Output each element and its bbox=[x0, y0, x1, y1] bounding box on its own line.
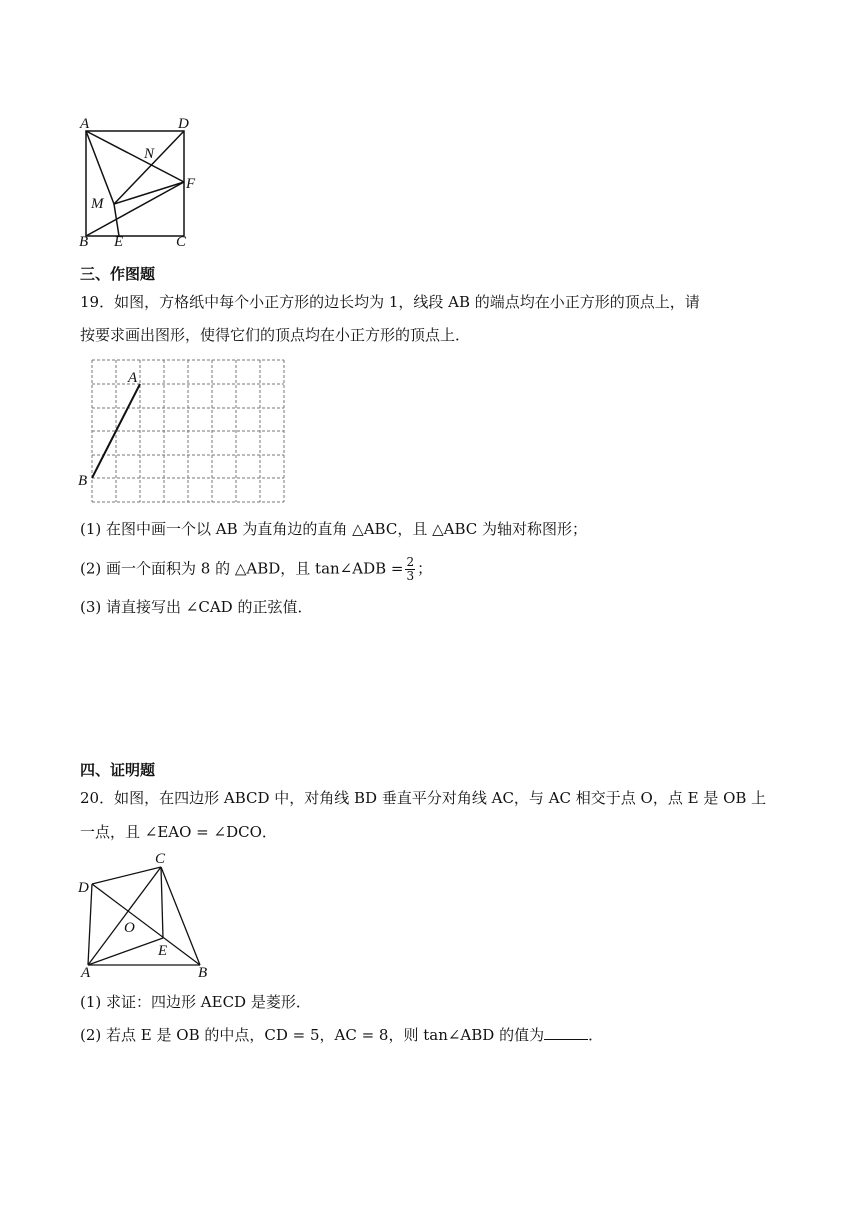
section-title-proof: 四、证明题 bbox=[80, 761, 156, 779]
figure-quadrilateral-abcd bbox=[70, 846, 220, 982]
q19-part1: (1) 在图中画一个以 AB 为直角边的直角 △ABC，且 △ABC 为轴对称图形； bbox=[80, 520, 588, 538]
q20-part1: (1) 求证：四边形 AECD 是菱形． bbox=[80, 993, 311, 1011]
answer-blank[interactable] bbox=[544, 1025, 588, 1040]
label-E: E bbox=[158, 943, 168, 959]
label-B: B bbox=[198, 965, 208, 981]
grid-label-B: B bbox=[78, 473, 88, 489]
segment-AM bbox=[86, 131, 114, 204]
q20-part2-end: ． bbox=[588, 1026, 604, 1044]
q19-stem-line2: 按要求画出图形，使得它们的顶点均在小正方形的顶点上． bbox=[80, 326, 471, 344]
grid-label-A: A bbox=[128, 370, 138, 386]
label-D: D bbox=[178, 116, 189, 132]
figure-grid bbox=[76, 354, 291, 504]
fraction-denominator: 3 bbox=[406, 569, 415, 583]
label-C: C bbox=[176, 234, 187, 250]
q19-stem-line1: 19．如图，方格纸中每个小正方形的边长均为 1，线段 AB 的端点均在小正方形的顶点上，请 bbox=[80, 293, 700, 311]
fraction-numerator: 2 bbox=[406, 555, 415, 569]
label-O: O bbox=[124, 920, 135, 936]
label-M: M bbox=[91, 196, 104, 212]
label-D: D bbox=[78, 880, 89, 896]
q20-part2-text: (2) 若点 E 是 OB 的中点，CD = 5，AC = 8，则 tan∠ABD 的值为 bbox=[80, 1026, 545, 1044]
label-C: C bbox=[155, 851, 166, 867]
figure-square-abcd bbox=[70, 110, 210, 250]
segment-DA bbox=[88, 884, 92, 965]
q19-part2 bbox=[80, 556, 432, 583]
label-N: N bbox=[144, 146, 155, 162]
fraction-two-thirds bbox=[405, 556, 415, 583]
label-A: A bbox=[81, 965, 91, 981]
section-title-drawing: 三、作图题 bbox=[80, 265, 156, 283]
segment-AF bbox=[86, 131, 184, 182]
segment-AE bbox=[88, 938, 163, 965]
label-B: B bbox=[79, 234, 89, 250]
q20-stem-line2: 一点，且 ∠EAO = ∠DCO． bbox=[80, 823, 277, 841]
label-E: E bbox=[114, 234, 124, 250]
q19-part3: (3) 请直接写出 ∠CAD 的正弦值． bbox=[80, 598, 313, 616]
q19-part2-end: ； bbox=[417, 559, 433, 578]
q20-stem-line1: 20．如图，在四边形 ABCD 中，对角线 BD 垂直平分对角线 AC，与 AC 相交于点 O，点 E 是 OB 上 bbox=[80, 789, 767, 807]
label-F: F bbox=[186, 176, 196, 192]
segment-CE bbox=[161, 867, 163, 938]
q19-part2-text: (2) 画一个面积为 8 的 △ABD，且 tan∠ADB = bbox=[80, 559, 404, 578]
label-A: A bbox=[80, 116, 90, 132]
q20-part2 bbox=[80, 1024, 603, 1046]
